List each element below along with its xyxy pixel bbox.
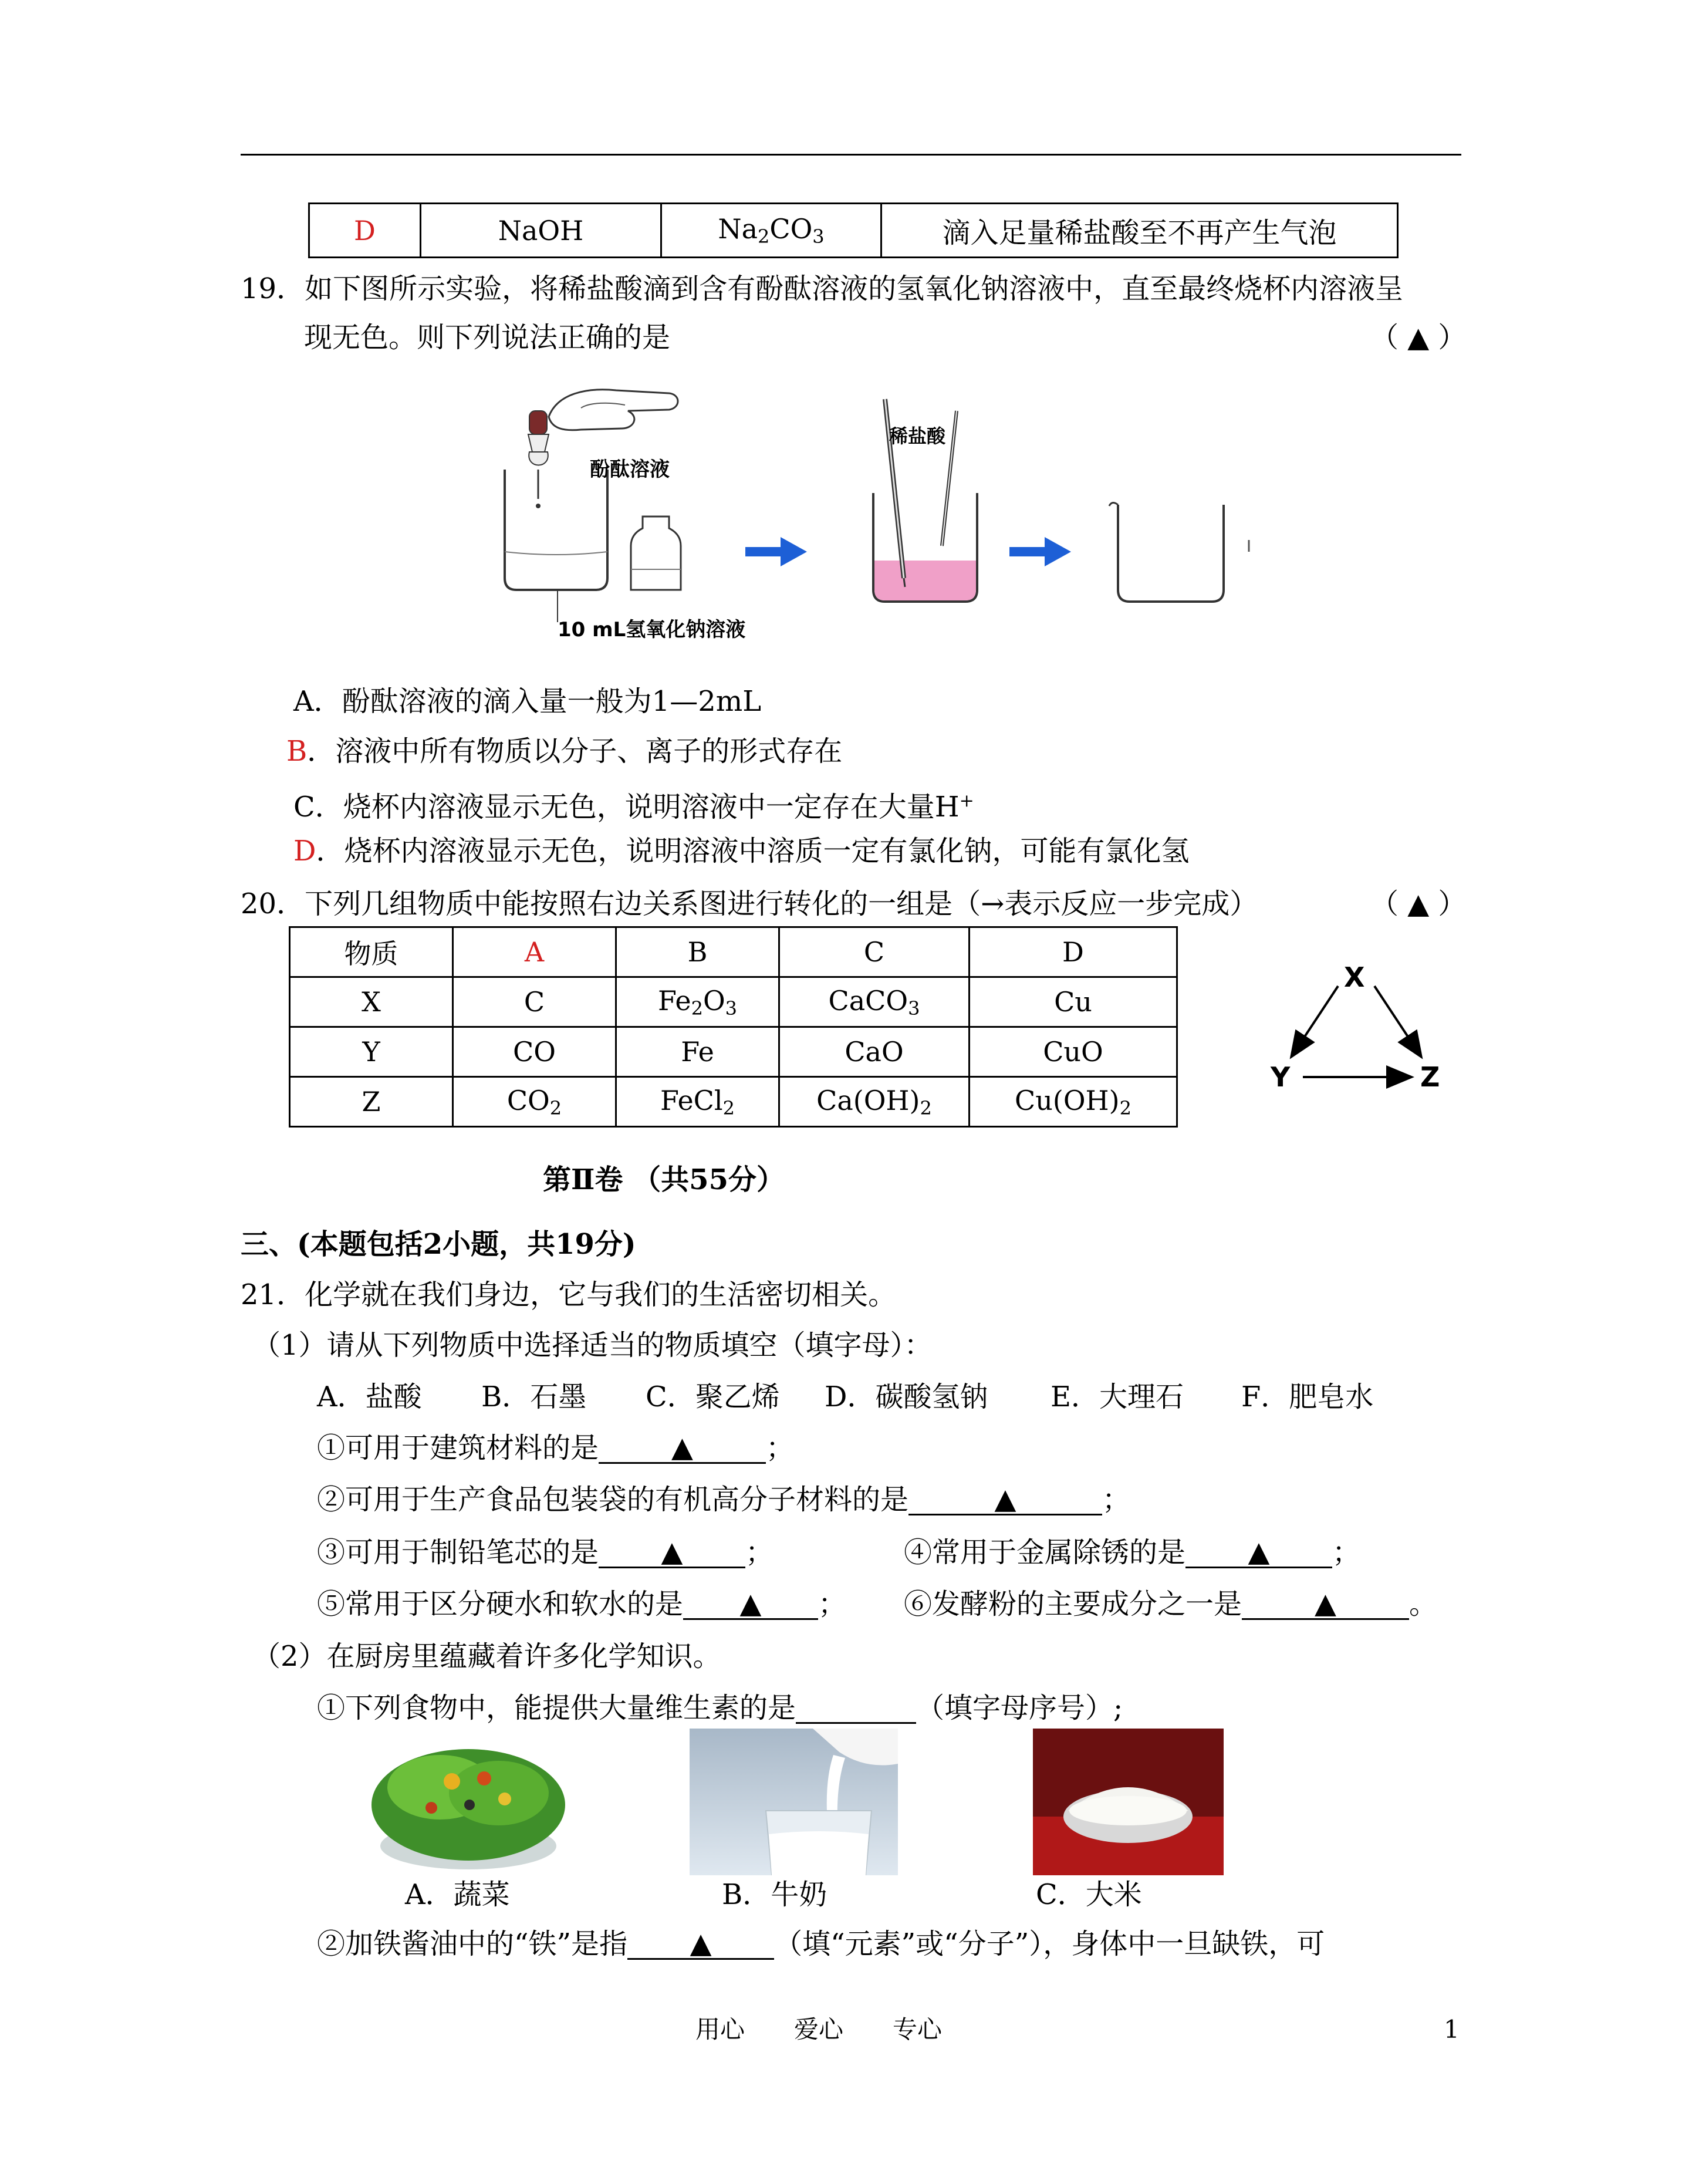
q19-line1: 19．如下图所示实验，将稀盐酸滴到含有酚酞溶液的氢氧化钠溶液中，直至最终烧杯内溶液呈 <box>241 272 1404 305</box>
q21-item1: ①可用于建筑材料的是 ▲ ； <box>317 1431 795 1464</box>
top-table-naoh: NaOH <box>421 204 661 258</box>
q20-row-y-d: CuO <box>970 1027 1177 1077</box>
q20-node-y: Y <box>1271 1061 1291 1093</box>
q21-part2: （2）在厨房里蕴藏着许多化学知识。 <box>252 1640 721 1673</box>
q20-row-x-b: $Fe_2O_3$ <box>616 977 779 1027</box>
q21-item5-blank[interactable]: ▲ <box>683 1586 818 1620</box>
q20-node-x: X <box>1344 961 1365 993</box>
q21-item2-blank[interactable]: ▲ <box>908 1482 1102 1515</box>
q21-sub2-blank[interactable]: ▲ <box>627 1926 774 1960</box>
q21-choice-d: D．碳酸氢钠 <box>825 1380 988 1413</box>
footer-page-number: 1 <box>1444 2015 1460 2044</box>
q19-line2: 现无色。则下列说法正确的是 <box>304 321 671 354</box>
top-table-label: D <box>309 204 421 258</box>
q19-option-c: C．烧杯内溶液显示无色，说明溶液中一定存在大量H+ <box>293 791 974 823</box>
q20-header-b: B <box>616 927 779 977</box>
rice-image <box>1033 1729 1224 1875</box>
q21-food-a: A．蔬菜 <box>405 1878 510 1911</box>
q19-option-b: B．溶液中所有物质以分子、离子的形式存在 <box>286 735 843 768</box>
q20-row-y-a: CO <box>453 1027 616 1077</box>
q21-choice-a: A．盐酸 <box>317 1380 422 1413</box>
q21-food-b: B．牛奶 <box>722 1878 827 1911</box>
q21-item4: ④常用于金属除锈的是 ▲ ； <box>904 1535 1361 1569</box>
q19-label-hcl: 稀盐酸 <box>889 425 946 447</box>
q21-choice-f: F．肥皂水 <box>1241 1380 1374 1413</box>
q21-choice-e: E．大理石 <box>1051 1380 1184 1413</box>
q20-row-x-c: CaCO$_3$ <box>779 977 970 1027</box>
q20-row-z-b: FeCl$_2$ <box>616 1077 779 1127</box>
top-table <box>308 202 1399 258</box>
q19-experiment-figure <box>493 376 1256 652</box>
q19-option-d: D．烧杯内溶液显示无色，说明溶液中溶质一定有氯化钠，可能有氯化氢 <box>293 835 1190 867</box>
q20-row-z-d: $Cu(OH)_2$ <box>970 1077 1177 1127</box>
q21-item4-blank[interactable]: ▲ <box>1185 1535 1332 1568</box>
section-2-title: 第Ⅱ卷 （共55分） <box>543 1163 785 1196</box>
q21-item5: ⑤常用于区分硬水和软水的是 ▲ ； <box>317 1587 847 1621</box>
q21-item6-blank[interactable]: ▲ <box>1242 1586 1409 1620</box>
q21-item3: ③可用于制铅笔芯的是 ▲ ； <box>317 1535 774 1569</box>
q21-food-c: C．大米 <box>1036 1878 1142 1911</box>
top-table-method: 滴入足量稀盐酸至不再产生气泡 <box>881 204 1398 258</box>
q20-header-a: A <box>453 927 616 977</box>
q20-row-y-c: CaO <box>779 1027 970 1077</box>
q20-row-x-a: C <box>453 977 616 1027</box>
q20-table <box>289 926 1178 1128</box>
q20-row-y-label: Y <box>290 1027 453 1077</box>
q20-bracket: （ ▲ ） <box>1370 887 1467 920</box>
q20-row-z-c: $Ca(OH)_2$ <box>779 1077 970 1127</box>
q20-node-z: Z <box>1420 1061 1440 1093</box>
q21-line1: 21．化学就在我们身边，它与我们的生活密切相关。 <box>241 1278 897 1311</box>
q20-row-z-label: Z <box>290 1077 453 1127</box>
footer-motto: 用心 爱心 专心 <box>695 2015 943 2044</box>
q19-bracket: （ ▲ ） <box>1370 321 1467 354</box>
q21-choice-c: C．聚乙烯 <box>646 1380 780 1413</box>
q20-header-c: C <box>779 927 970 977</box>
q21-sub2: ②加铁酱油中的“铁”是指 ▲ （填“元素”或“分子”），身体中一旦缺铁，可 <box>317 1927 1325 1960</box>
q19-label-phenol: 酚酞溶液 <box>590 458 670 481</box>
q21-item2: ②可用于生产食品包装袋的有机高分子材料的是 ▲ ； <box>317 1483 1131 1516</box>
section-3-title: 三、(本题包括2小题，共19分) <box>241 1228 636 1261</box>
q21-sub1-blank[interactable] <box>796 1690 916 1724</box>
q20-header-substance: 物质 <box>290 927 453 977</box>
q21-choice-b: B．石墨 <box>481 1380 587 1413</box>
q21-item3-blank[interactable]: ▲ <box>599 1535 745 1568</box>
q20-line1: 20．下列几组物质中能按照右边关系图进行转化的一组是（→表示反应一步完成） <box>241 887 1258 920</box>
q21-sub1: ①下列食物中，能提供大量维生素的是 （填字母序号）; <box>317 1692 1123 1724</box>
q21-part1: （1）请从下列物质中选择适当的物质填空（填字母）： <box>252 1329 933 1362</box>
q21-item6: ⑥发酵粉的主要成分之一是 ▲ 。 <box>904 1587 1438 1621</box>
q20-row-x-d: Cu <box>970 977 1177 1027</box>
header-rule <box>241 154 1461 156</box>
top-table-na2co3: $Na_2CO_3$ <box>661 204 881 258</box>
q20-row-x-label: X <box>290 977 453 1027</box>
q20-header-d: D <box>970 927 1177 977</box>
q19-label-naoh: 10 mL氢氧化钠溶液 <box>558 618 746 642</box>
vegetable-salad-image <box>364 1729 572 1875</box>
q19-option-a: A．酚酞溶液的滴入量一般为1—2mL <box>293 685 762 718</box>
q21-item1-blank[interactable]: ▲ <box>599 1430 766 1464</box>
q20-row-y-b: Fe <box>616 1027 779 1077</box>
q20-row-z-a: $CO_2$ <box>453 1077 616 1127</box>
milk-image <box>690 1729 898 1875</box>
